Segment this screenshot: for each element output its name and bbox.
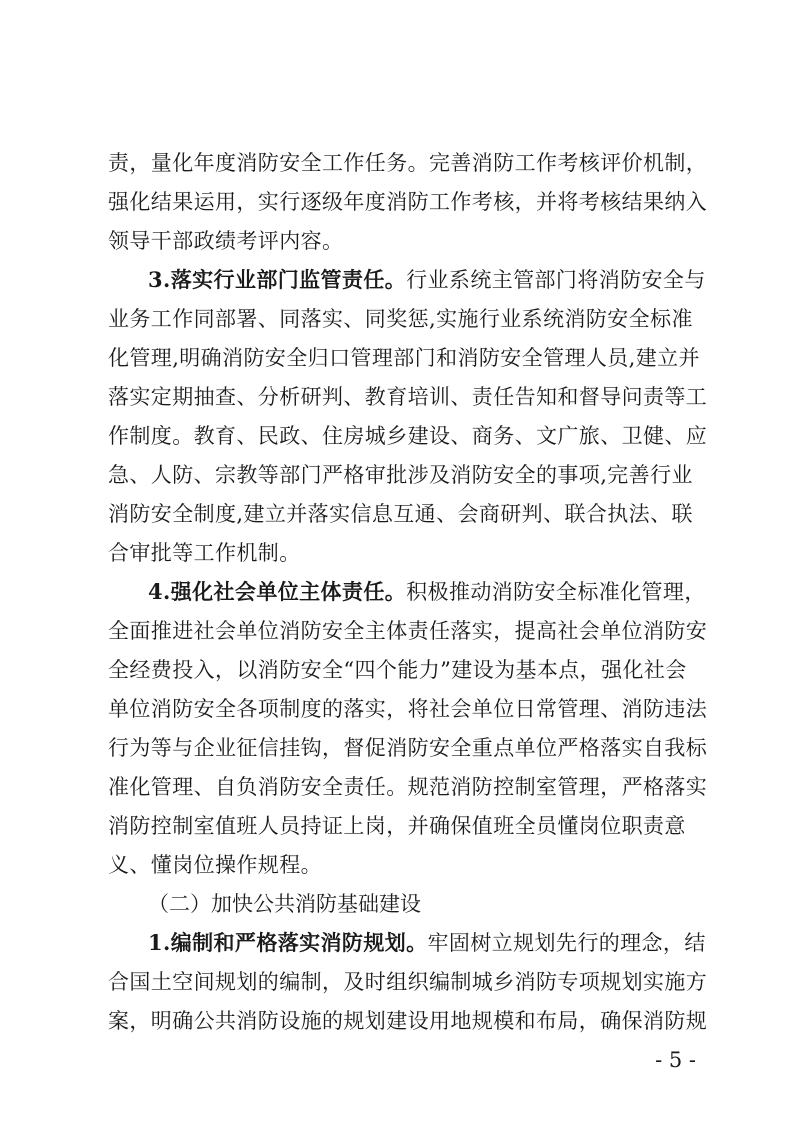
body-text-line: 化管理,明确消防安全归口管理部门和消防安全管理人员,建立并 (108, 346, 700, 370)
body-text-line: 业务工作同部署、同落实、同奖惩,实施行业系统消防安全标准 (108, 307, 693, 331)
body-text-line: 消防控制室值班人员持证上岗，并确保值班全员懂岗位职责意 (108, 814, 686, 838)
paragraph-heading-bold: 1.编制和严格落实消防规划。 (148, 930, 428, 955)
body-text-line: 全经费投入，以消防安全“四个能力”建设为基本点，强化社会 (108, 658, 687, 682)
body-text-line: 行为等与企业征信挂钩，督促消防安全重点单位严格落实自我标 (108, 736, 708, 760)
body-text-line: 落实定期抽查、分析研判、教育培训、责任告知和督导问责等工 (108, 385, 708, 409)
body-text-line: 合审批等工作机制。 (108, 541, 301, 565)
body-text-line: 案，明确公共消防设施的规划建设用地规模和布局，确保消防规 (108, 1009, 708, 1033)
body-text-line: 责，量化年度消防安全工作任务。完善消防工作考核评价机制， (108, 151, 708, 175)
body-text: 积极推动消防安全标准化管理， (406, 580, 706, 604)
body-text: 牢固树立规划先行的理念，结 (427, 931, 706, 955)
body-text-line: 强化结果运用，实行逐级年度消防工作考核，并将考核结果纳入 (108, 190, 708, 214)
section-heading: （二）加快公共消防基础建设 (148, 892, 421, 916)
paragraph-first-line (0, 928, 793, 958)
body-text-line: 义、懂岗位操作规程。 (108, 853, 322, 877)
body-text: 行业系统主管部门将消防安全与 (406, 268, 706, 292)
page-number: - 5 - (655, 1048, 696, 1072)
body-text-line: 领导干部政绩考评内容。 (108, 229, 344, 253)
body-text-line: 作制度。教育、民政、住房城乡建设、商务、文广旅、卫健、应 (108, 424, 708, 448)
paragraph-first-line (0, 265, 793, 295)
body-text-line: 准化管理、自负消防安全责任。规范消防控制室管理，严格落实 (108, 775, 708, 799)
body-text-line: 消防安全制度,建立并落实信息互通、会商研判、联合执法、联 (108, 502, 693, 526)
body-text-line: 合国土空间规划的编制，及时组织编制城乡消防专项规划实施方 (108, 970, 708, 994)
body-text-line: 单位消防安全各项制度的落实，将社会单位日常管理、消防违法 (108, 697, 708, 721)
paragraph-heading-bold: 4.强化社会单位主体责任。 (148, 579, 407, 604)
body-text-line: 全面推进社会单位消防安全主体责任落实，提高社会单位消防安 (108, 619, 708, 643)
paragraph-heading-bold: 3.落实行业部门监管责任。 (148, 267, 407, 292)
body-text-line: 急、人防、宗教等部门严格审批涉及消防安全的事项,完善行业 (108, 463, 693, 487)
paragraph-first-line (0, 577, 793, 607)
